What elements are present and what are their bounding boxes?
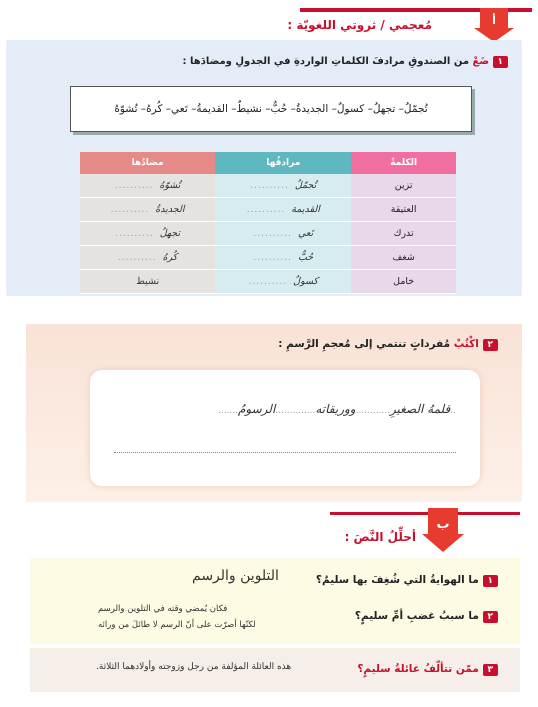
question-b2: ٢ ما سببُ غضبِ أمِّ سليمٍ؟ [355,610,498,623]
question-number: ١ [493,56,509,68]
answer-b3[interactable]: هذه العائلة المؤلفة من رجل وزوجته وأولادهما الثلاثة. [96,662,292,672]
header-word: الكلمةُ [351,152,456,174]
word-box: تُجمّلُ– تجهلُ– كسولٌ– الجديدةُ– حُبٌّ– نشيطٌ– القديمةُ– تَعي– كُرهُ– تُشوّهُ [70,86,472,132]
section-b-header [330,508,520,548]
antonym-cell[interactable]: تجهلُ .......... [80,222,215,246]
down-arrow-badge-icon [474,8,514,42]
antonym-cell[interactable]: تُشوّهُ .......... [80,174,215,198]
answer-line[interactable] [114,442,456,453]
question-verb: ضَعْ [472,56,490,67]
question-text: ممّن تتألّفُ عائلةُ سليمٍ؟ [357,663,479,675]
question-text: ما الهوايةُ التي شُغِفَ بها سليمٌ؟ [315,574,479,586]
word-cell: خامل [351,270,456,294]
table-row [80,198,456,222]
section-a-header [287,8,532,36]
synonym-cell[interactable]: كسولٌ .......... [215,270,351,294]
table-row [80,246,456,270]
question-text: مُفرداتٍ تنتمي إلى مُعجمِ الرَّسمِ : [278,338,451,350]
question-text: ما سببُ غضبِ أمِّ سليمٍ؟ [354,610,479,622]
answer-row: ..قلمهُ الصغيرِ............ووريقاته..............الرسومُ....... [217,402,456,416]
word-cell: العتيقة [351,198,456,222]
question-b1: ١ ما الهوايةُ التي شُغِفَ بها سليمٌ؟ [316,574,498,587]
synonym-cell[interactable]: حُبٌّ .......... [215,246,351,270]
answer-paper[interactable] [92,372,478,484]
answer-b2-line2[interactable]: لكنّها أصرّت على أنّ الرسم لا طائلَ من ورائه [98,620,256,630]
synonym-cell[interactable]: تَعي .......... [215,222,351,246]
table-header-row [80,152,456,174]
word-cell: تدرك [351,222,456,246]
answer-b1[interactable]: التلوين والرسم [192,568,279,584]
antonym-cell[interactable]: كُرهُ .......... [80,246,215,270]
section-a-title: مُعجمي / ثروتي اللغويّة : [287,18,432,32]
question-verb: اكْتُبْ [453,338,479,350]
question-b3: ٣ ممّن تتألّفُ عائلةُ سليمٍ؟ [357,663,498,676]
section-b-badge: ب [436,517,450,532]
answer-b2-line1[interactable]: فكان يُمضي وقته في التلوين والرسم [98,604,228,614]
word-cell: تزين [351,174,456,198]
vocabulary-table [80,152,456,294]
word-cell: شغف [351,246,456,270]
synonym-cell[interactable]: تُجمّلُ .......... [215,174,351,198]
down-arrow-badge-icon [422,508,464,552]
synonym-cell[interactable]: القديمة .......... [215,198,351,222]
answer-word: الرسومُ [238,402,276,416]
antonym-cell[interactable]: الجديدةُ .......... [80,198,215,222]
table-row [80,270,456,294]
header-antonym: مضادُها [80,152,215,174]
question-1 [183,56,508,68]
answer-word: قلمهُ الصغيرِ [389,402,451,416]
header-synonym: مرادفُها [215,152,351,174]
table-row [80,222,456,246]
question-number: ٢ [483,339,499,351]
section-a-badge: أ [492,14,496,27]
section-b-title: أحلِّلُ النَّصَ : [344,530,416,544]
antonym-cell[interactable]: نشيط [80,270,215,294]
table-row [80,174,456,198]
question-2 [278,338,498,351]
question-text: من الصندوقِ مرادفَ الكلماتِ الواردةِ في الجدولِ ومضادَها : [182,56,470,67]
answer-word: ووريقاته [315,402,356,416]
